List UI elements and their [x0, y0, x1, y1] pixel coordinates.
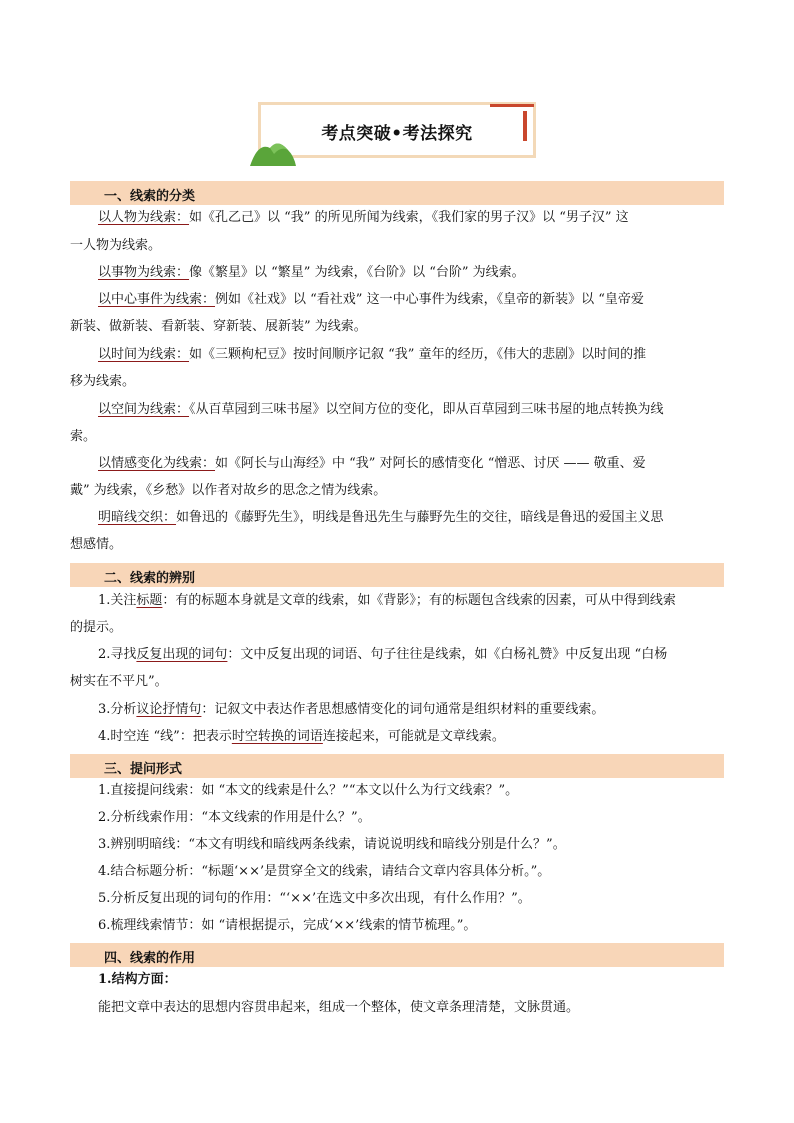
- lead-term: 以空间为线索：: [98, 402, 190, 417]
- key-term: 议论抒情句: [136, 702, 202, 717]
- paragraph-line: [98, 455, 646, 473]
- lead-term: 明暗线交织：: [98, 510, 177, 525]
- paragraph-line: [98, 264, 525, 282]
- text: 像《繁星》以 “繁星” 为线索，《台阶》以 “台阶” 为线索。: [189, 265, 525, 280]
- paragraph-line: 想感情。: [70, 537, 123, 552]
- key-term: 反复出现的词句: [136, 647, 228, 662]
- paragraph-line: [98, 646, 667, 664]
- paragraph-line: [98, 209, 629, 227]
- paragraph-line: 戴” 为线索，《乡愁》以作者对故乡的思念之情为线索。: [70, 483, 387, 498]
- text: 如《三颗枸杞豆》按时间顺序记叙 “我” 童年的经历，《伟大的悲剧》以时间的推: [189, 347, 647, 362]
- question-form: 4.结合标题分析：“标题‘××’是贯穿全文的线索，请结合文章内容具体分析。”。: [98, 864, 551, 879]
- page-title: 考点突破•考法探究: [321, 124, 473, 144]
- text: 4.时空连 “线”：把表示: [98, 729, 232, 744]
- text: ：有的标题本身就是文章的线索，如《背影》；有的标题包含线索的因素，可从中得到线索: [162, 593, 676, 608]
- hills-icon: [248, 136, 298, 166]
- subheading: 1.结构方面：: [98, 972, 177, 987]
- banner-decoration-line: [490, 104, 534, 107]
- paragraph-line: [98, 728, 505, 746]
- key-term: 标题: [136, 593, 163, 608]
- paragraph-line: [98, 592, 676, 610]
- section-heading: 四、线索的作用: [104, 951, 196, 966]
- text: 连接起来，可能就是文章线索。: [322, 729, 505, 744]
- text: ：记叙文中表达作者思想感情变化的词句通常是组织材料的重要线索。: [201, 702, 605, 717]
- banner-decoration-bar: [523, 111, 527, 141]
- paragraph-line: [98, 346, 646, 364]
- paragraph-line: 一人物为线索。: [70, 238, 162, 253]
- lead-term: 以事物为线索：: [98, 265, 190, 280]
- text: 例如《社戏》以 “看社戏” 这一中心事件为线索，《皇帝的新装》以 “皇帝爱: [215, 292, 644, 307]
- text: 《从百草园到三味书屋》以空间方位的变化，即从百草园到三味书屋的地点转换为线: [189, 402, 664, 417]
- key-term: 时空转换的词语: [231, 729, 323, 744]
- title-banner: [258, 102, 536, 158]
- question-form: 3.辨别明暗线：“本文有明线和暗线两条线索，请说说明线和暗线分别是什么？”。: [98, 837, 566, 852]
- section-heading-bar: [70, 943, 724, 967]
- section-heading-bar: [70, 181, 724, 205]
- question-form: 2.分析线索作用：“本文线索的作用是什么？”。: [98, 810, 371, 825]
- question-form: 1.直接提问线索：如 “本文的线索是什么？”“本文以什么为行文线索？”。: [98, 783, 519, 798]
- section-heading: 三、提问形式: [104, 762, 183, 777]
- section-heading: 二、线索的辨别: [104, 571, 196, 586]
- paragraph-line: 能把文章中表达的思想内容贯串起来，组成一个整体，使文章条理清楚，文脉贯通。: [98, 1000, 580, 1015]
- question-form: 5.分析反复出现的词句的作用：“‘××’在选文中多次出现，有什么作用？”。: [98, 891, 531, 906]
- paragraph-line: [98, 291, 644, 309]
- question-form: 6.梳理线索情节：如 “请根据提示，完成‘××’线索的情节梳理。”。: [98, 918, 477, 933]
- lead-term: 以中心事件为线索：: [98, 292, 216, 307]
- lead-term: 以时间为线索：: [98, 347, 190, 362]
- paragraph-line: [98, 701, 604, 719]
- text: 如鲁迅的《藤野先生》，明线是鲁迅先生与藤野先生的交往，暗线是鲁迅的爱国主义思: [176, 510, 664, 525]
- text: 2.寻找: [98, 647, 137, 662]
- text: 如《阿长与山海经》中 “我” 对阿长的感情变化 “憎恶、讨厌 —— 敬重、爱: [215, 456, 646, 471]
- lead-term: 以人物为线索：: [98, 210, 190, 225]
- paragraph-line: [98, 401, 664, 419]
- paragraph-line: 的提示。: [70, 620, 123, 635]
- paragraph-line: 新装、做新装、看新装、穿新装、展新装” 为线索。: [70, 319, 367, 334]
- lead-term: 以情感变化为线索：: [98, 456, 216, 471]
- paragraph-line: 索。: [70, 429, 97, 444]
- text: 3.分析: [98, 702, 137, 717]
- text: 如《孔乙己》以 “我” 的所见所闻为线索，《我们家的男子汉》以 “男子汉” 这: [189, 210, 629, 225]
- text: ：文中反复出现的词语、句子往往是线索，如《白杨礼赞》中反复出现 “白杨: [227, 647, 668, 662]
- section-heading: 一、线索的分类: [104, 189, 196, 204]
- section-heading-bar: [70, 754, 724, 778]
- text: 1.关注: [98, 593, 137, 608]
- paragraph-line: [98, 509, 664, 527]
- paragraph-line: 树实在不平凡”。: [70, 674, 168, 689]
- paragraph-line: 移为线索。: [70, 374, 136, 389]
- section-heading-bar: [70, 563, 724, 587]
